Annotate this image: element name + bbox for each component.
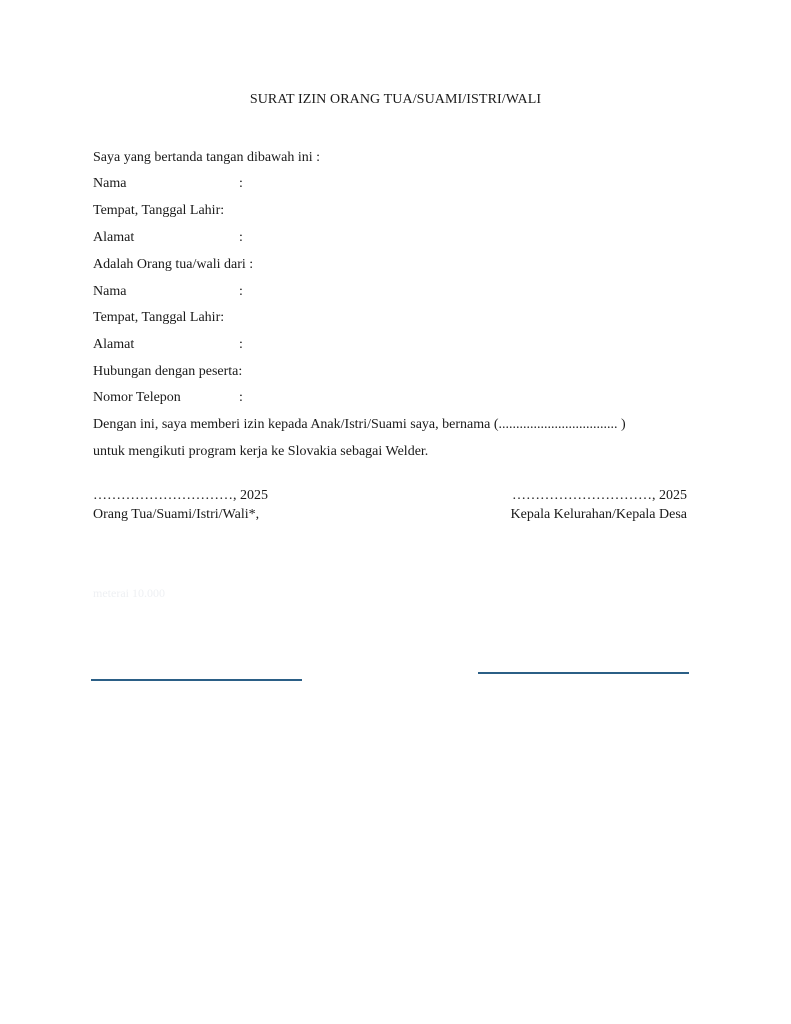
phone-label: Nomor Telepon bbox=[93, 390, 181, 405]
parent-name-label: Nama bbox=[93, 176, 127, 191]
signature-block-right bbox=[511, 486, 687, 524]
signature-left-role: Orang Tua/Suami/Istri/Wali*, bbox=[93, 507, 260, 522]
child-address-label: Alamat bbox=[93, 337, 135, 352]
child-address-row bbox=[93, 337, 243, 353]
parent-address-colon: : bbox=[239, 230, 243, 245]
parent-name-colon: : bbox=[239, 176, 243, 191]
parent-birth-row bbox=[93, 203, 224, 219]
child-birth-row bbox=[93, 310, 224, 326]
child-name-label: Nama bbox=[93, 284, 127, 299]
child-name-row bbox=[93, 284, 243, 300]
parent-address-label: Alamat bbox=[93, 230, 135, 245]
relation-intro-text: Adalah Orang tua/wali dari : bbox=[93, 257, 254, 272]
phone-colon: : bbox=[239, 390, 243, 405]
statement-line-2: untuk mengikuti program kerja ke Slovakia sebagai Welder. bbox=[93, 444, 429, 459]
signature-line-right bbox=[478, 672, 689, 674]
signature-right-date: …………………………, 2025 bbox=[512, 488, 687, 503]
statement-line-1: Dengan ini, saya memberi izin kepada Anak/Istri/Suami saya, bernama (.................................. ) bbox=[93, 417, 626, 432]
signature-line-left bbox=[91, 679, 302, 681]
relationship-row bbox=[93, 364, 242, 380]
intro-text: Saya yang bertanda tangan dibawah ini : bbox=[93, 150, 321, 165]
parent-address-row bbox=[93, 230, 243, 246]
signature-block-left bbox=[93, 486, 268, 524]
relationship-label: Hubungan dengan peserta: bbox=[93, 364, 243, 379]
signature-left-date: …………………………, 2025 bbox=[93, 488, 268, 503]
parent-name-row bbox=[93, 176, 243, 192]
signature-right-role: Kepala Kelurahan/Kepala Desa bbox=[510, 507, 687, 522]
parent-birth-label: Tempat, Tanggal Lahir: bbox=[93, 203, 225, 218]
child-address-colon: : bbox=[239, 337, 243, 352]
letter-title: SURAT IZIN ORANG TUA/SUAMI/ISTRI/WALI bbox=[249, 92, 542, 107]
child-birth-label: Tempat, Tanggal Lahir: bbox=[93, 310, 225, 325]
child-name-colon: : bbox=[239, 284, 243, 299]
stamp-placeholder-text: meterai 10.000 bbox=[93, 586, 165, 600]
phone-row bbox=[93, 390, 243, 406]
